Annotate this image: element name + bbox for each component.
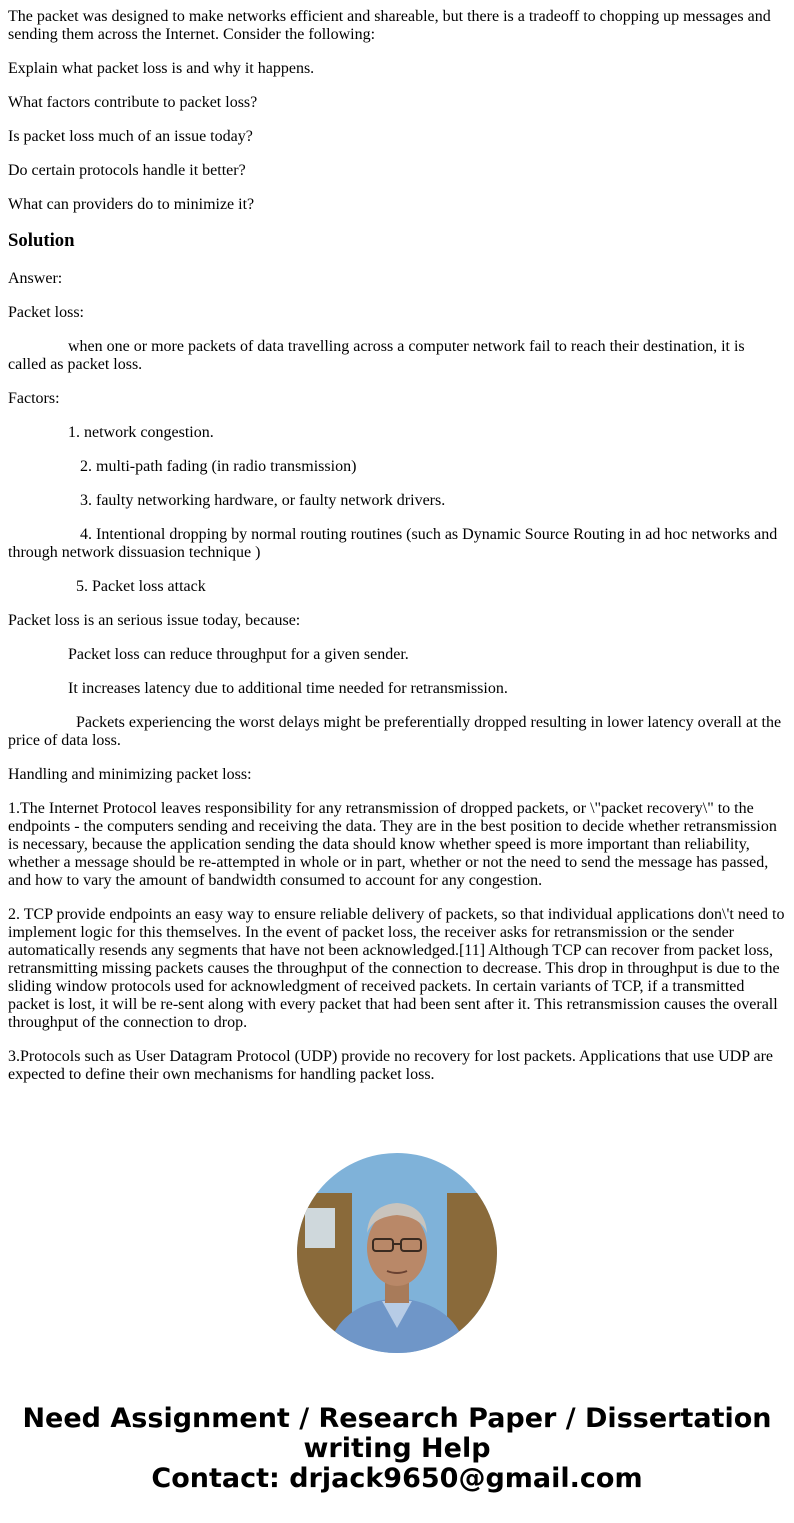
promo-footer — [0, 1404, 794, 1494]
issue-point: Packets experiencing the worst delays might be preferentially dropped resulting in lower latency overall at the price of data loss. — [8, 714, 782, 749]
question-item: Is packet loss much of an issue today? — [8, 128, 253, 145]
factors-label: Factors: — [8, 390, 60, 407]
handling-point: 3.Protocols such as User Datagram Protocol (UDP) provide no recovery for lost packets. Applications that use UDP are expected to define their own mechanisms for handling packet loss. — [8, 1048, 774, 1083]
author-avatar — [297, 1153, 497, 1353]
question-item: What can providers do to minimize it? — [8, 196, 255, 213]
factor-item: 1. network congestion. — [68, 424, 214, 441]
factor-item: 5. Packet loss attack — [76, 578, 206, 595]
solution-heading: Solution — [8, 230, 75, 251]
question-item: What factors contribute to packet loss? — [8, 94, 258, 111]
factor-item: 2. multi-path fading (in radio transmission) — [80, 458, 357, 475]
question-item: Do certain protocols handle it better? — [8, 162, 246, 179]
handling-point: 2. TCP provide endpoints an easy way to ensure reliable delivery of packets, so that individual applications don\'t need to implement logic for this themselves. In the event of packet loss, the receiver asks for retransmission or the sender automatically resends any segments that have not been acknowledged.[11] Although TCP can recover from packet loss, retransmitting missing packets causes the throughput of the connection to decrease. This drop in throughput is due to the sliding window protocols used for acknowledgment of received packets. In certain variants of TCP, if a transmitted packet is lost, it will be re-sent along with every packet that had been sent after it. This retransmission causes the overall throughput of the connection to drop. — [8, 906, 785, 1031]
handling-label: Handling and minimizing packet loss: — [8, 766, 252, 783]
promo-line: writing Help — [303, 1433, 491, 1464]
issue-label: Packet loss is an serious issue today, because: — [8, 612, 301, 629]
packet-loss-label: Packet loss: — [8, 304, 84, 321]
packet-loss-definition: when one or more packets of data travelling across a computer network fail to reach their destination, it is called as packet loss. — [8, 338, 745, 373]
document-body — [8, 8, 786, 1100]
question-item: Explain what packet loss is and why it happens. — [8, 60, 315, 77]
promo-line: Need Assignment / Research Paper / Dissertation — [22, 1403, 772, 1434]
factor-item: 3. faulty networking hardware, or faulty network drivers. — [80, 492, 446, 509]
answer-label: Answer: — [8, 270, 63, 287]
issue-point: It increases latency due to additional time needed for retransmission. — [68, 680, 508, 697]
issue-point: Packet loss can reduce throughput for a given sender. — [68, 646, 409, 663]
factor-item: 4. Intentional dropping by normal routing routines (such as Dynamic Source Routing in ad hoc networks and through network dissuasion technique ) — [8, 526, 778, 561]
handling-point: 1.The Internet Protocol leaves responsibility for any retransmission of dropped packets, or \"packet recovery\" to the endpoints - the computers sending and receiving the data. They are in the best position to decide whether retransmission is necessary, because the application sending the data should know whether speed is more important than reliability, whether a message should be re-attempted in whole or in part, whether or not the need to send the message has passed, and how to vary the amount of bandwidth consumed to account for any congestion. — [8, 800, 777, 889]
contact-line: Contact: drjack9650@gmail.com — [151, 1463, 643, 1494]
question-intro: The packet was designed to make networks efficient and shareable, but there is a tradeoff to chopping up messages and sending them across the Internet. Consider the following: — [8, 8, 771, 43]
author-portrait-icon — [297, 1153, 497, 1353]
